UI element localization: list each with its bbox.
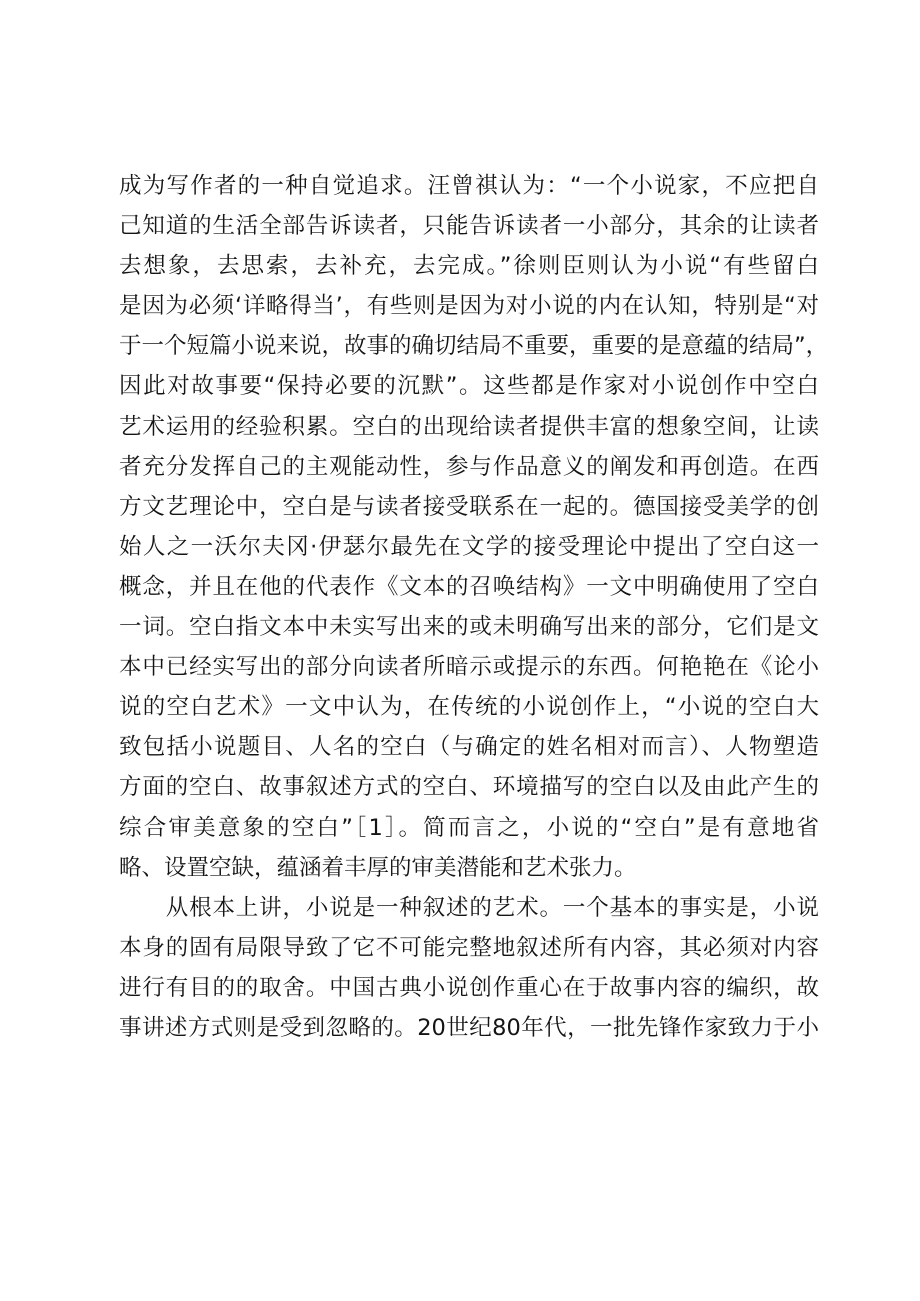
text-line: 是因为必须‘详略得当’，有些则是因为对小说的内在认知，特别是“对: [119, 293, 819, 320]
paragraph-1: [119, 166, 829, 888]
text-line: 从根本上讲，小说是一种叙述的艺术。一个基本的事实是，小说: [119, 894, 819, 921]
text-line: 致包括小说题目、人名的空白（与确定的姓名相对而言）、人物塑造: [119, 734, 819, 761]
text-line: 者充分发挥自己的主观能动性，参与作品意义的阐发和再创造。在西: [119, 453, 819, 480]
text-line: 因此对故事要“保持必要的沉默”。这些都是作家对小说创作中空白: [119, 373, 819, 400]
text-line: 方文艺理论中，空白是与读者接受联系在一起的。德国接受美学的创: [119, 493, 819, 520]
text-line: 成为写作者的一种自觉追求。汪曾祺认为：“一个小说家，不应把自: [119, 173, 819, 199]
text-line: 进行有目的的取舍。中国古典小说创作重心在于故事内容的编织，故: [119, 974, 819, 1001]
text-line: 一词。空白指文本中未实写出来的或未明确写出来的部分，它们是文: [119, 614, 819, 641]
text-line: 去想象，去思索，去补充，去完成。”徐则臣则认为小说“有些留白: [119, 253, 819, 280]
text-line: 说的空白艺术》一文中认为，在传统的小说创作上，“小说的空白大: [119, 694, 819, 721]
body-text: [119, 166, 829, 1048]
text-line: 事讲述方式则是受到忽略的。20世纪80年代，一批先锋作家致力于小: [119, 1014, 819, 1041]
text-line: 方面的空白、故事叙述方式的空白、环境描写的空白以及由此产生的: [119, 774, 819, 801]
text-line: 己知道的生活全部告诉读者，只能告诉读者一小部分，其余的让读者: [119, 213, 819, 240]
text-line: 艺术运用的经验积累。空白的出现给读者提供丰富的想象空间，让读: [119, 413, 819, 440]
text-line: 概念，并且在他的代表作《文本的召唤结构》一文中明确使用了空白: [119, 573, 819, 600]
text-line: 略、设置空缺，蕴涵着丰厚的审美潜能和艺术张力。: [119, 854, 637, 881]
paragraph-2: [119, 888, 819, 1048]
text-line: 本身的固有局限导致了它不可能完整地叙述所有内容，其必须对内容: [119, 934, 819, 961]
text-line: 始人之一沃尔夫冈·伊瑟尔最先在文学的接受理论中提出了空白这一: [119, 533, 819, 560]
text-line: 本中已经实写出的部分向读者所暗示或提示的东西。何艳艳在《论小: [119, 654, 819, 681]
text-line: 于一个短篇小说来说，故事的确切结局不重要，重要的是意蕴的结局”，: [119, 333, 829, 360]
text-line: 综合审美意象的空白”［1］。简而言之，小说的“空白”是有意地省: [119, 814, 819, 841]
